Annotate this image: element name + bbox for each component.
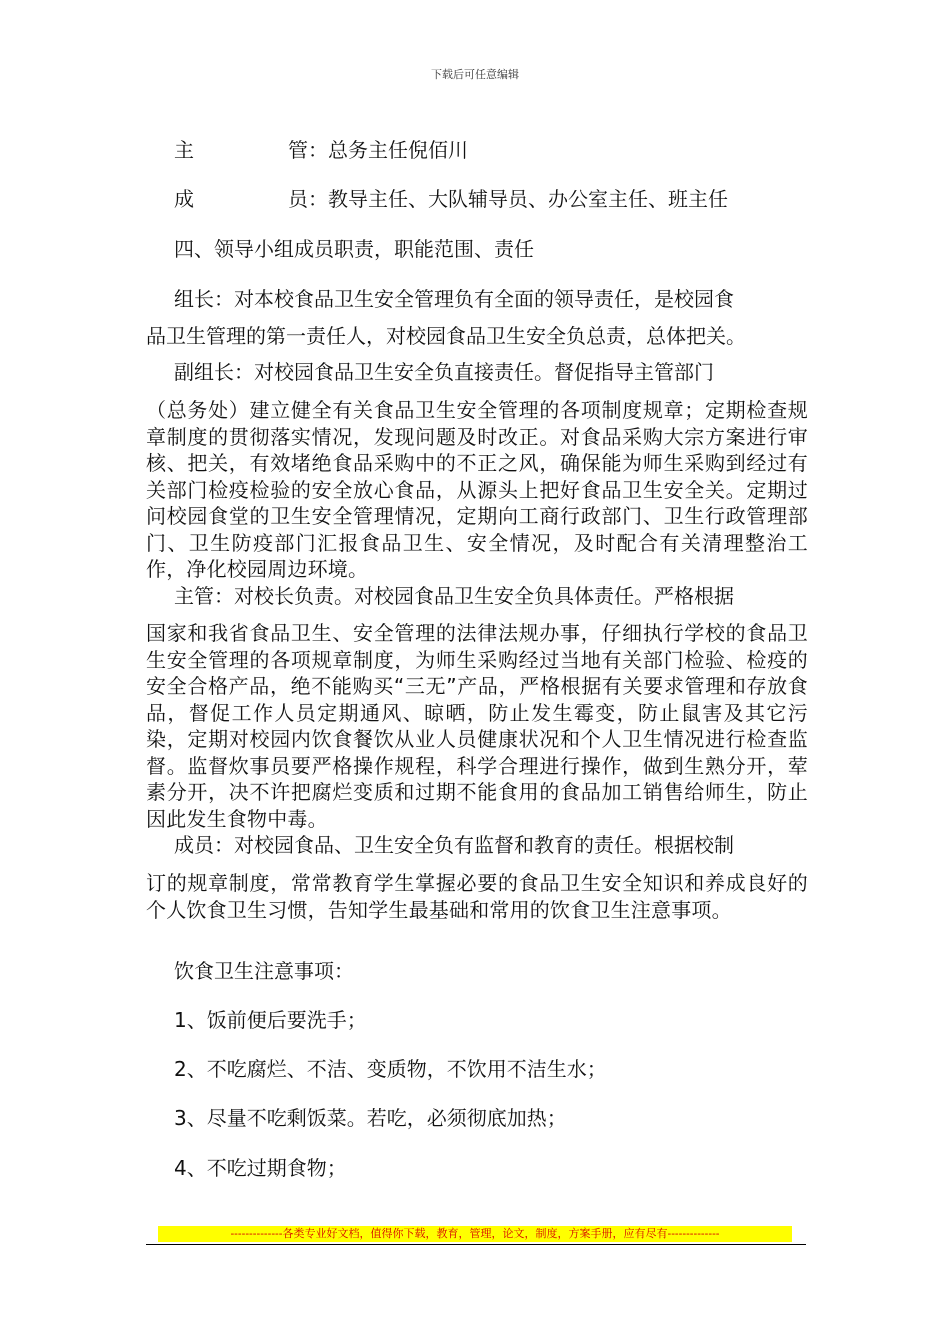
members-duty-body: 订的规章制度，常常教育学生掌握必要的食品卫生安全知识和养成良好的个人饮食卫生习惯，告知学生最基础和常用的饮食卫生注意事项。 bbox=[146, 871, 808, 922]
footer-banner: --------------各类专业好文档，值得你下载，教育，管理，论文，制度，方案手册，应有尽有-------------- bbox=[158, 1226, 792, 1242]
note-item: 2、不吃腐烂、不洁、变质物，不饮用不洁生水； bbox=[174, 1057, 607, 1081]
supervisor-first-line: 主管：对校长负责。对校园食品卫生安全负具体责任。严格根据 bbox=[174, 584, 734, 608]
members-duty-first-line: 成员：对校园食品、卫生安全负有监督和教育的责任。根据校制 bbox=[174, 833, 734, 857]
deputy-body: （总务处）建立健全有关食品卫生安全管理的各项制度规章；定期检查规章制度的贯彻落实情况，发现问题及时改正。对食品采购大宗方案进行审核、把关，有效堵绝食品采购中的不正之风，确保能为师生采购到经过有关部门检疫检验的安全放心食品，从源头上把好食品卫生安全关。定期过问校园食堂的卫生安全管理情况，定期向工商行政部门、卫生行政管理部门、卫生防疫部门汇报食品卫生、安全情况，及时配合有关清理整治工作，净化校园周边环境。 bbox=[146, 398, 808, 581]
note-item: 1、饭前便后要洗手； bbox=[174, 1008, 367, 1032]
members-line bbox=[174, 186, 728, 212]
deputy-first-line: 副组长：对校园食品卫生安全负直接责任。督促指导主管部门 bbox=[174, 360, 714, 384]
page-header: 下载后可任意编辑 bbox=[431, 68, 519, 81]
members-label-b: 员：教导主任、大队辅导员、办公室主任、班主任 bbox=[288, 187, 728, 211]
supervisor-body: 国家和我省食品卫生、安全管理的法律法规办事，仔细执行学校的食品卫生安全管理的各项规章制度，为师生采购经过当地有关部门检验、检疫的安全合格产品，绝不能购买“三无”产品，严格根据有关要求管理和存放食品，督促工作人员定期通风、晾晒，防止发生霉变，防止鼠害及其它污染，定期对校园内饮食餐饮从业人员健康状况和个人卫生情况进行检查监督。监督炊事员要严格操作规程，科学合理进行操作，做到生熟分开，荤素分开，决不许把腐烂变质和过期不能食用的食品加工销售给师生，防止因此发生食物中毒。 bbox=[146, 621, 808, 831]
manager-line bbox=[174, 137, 468, 163]
manager-label-b: 管：总务主任倪佰川 bbox=[288, 138, 468, 162]
footer-divider bbox=[146, 1244, 806, 1245]
notes-heading: 饮食卫生注意事项： bbox=[174, 959, 354, 983]
note-item: 4、不吃过期食物； bbox=[174, 1156, 347, 1180]
section-heading: 四、领导小组成员职责，职能范围、责任 bbox=[174, 237, 534, 261]
manager-label-a: 主 bbox=[174, 138, 194, 162]
leader-line-1: 组长：对本校食品卫生安全管理负有全面的领导责任，是校园食 bbox=[174, 287, 734, 311]
members-label-a: 成 bbox=[174, 187, 194, 211]
leader-line-2: 品卫生管理的第一责任人，对校园食品卫生安全负总责，总体把关。 bbox=[146, 324, 746, 348]
note-item: 3、尽量不吃剩饭菜。若吃，必须彻底加热； bbox=[174, 1106, 567, 1130]
